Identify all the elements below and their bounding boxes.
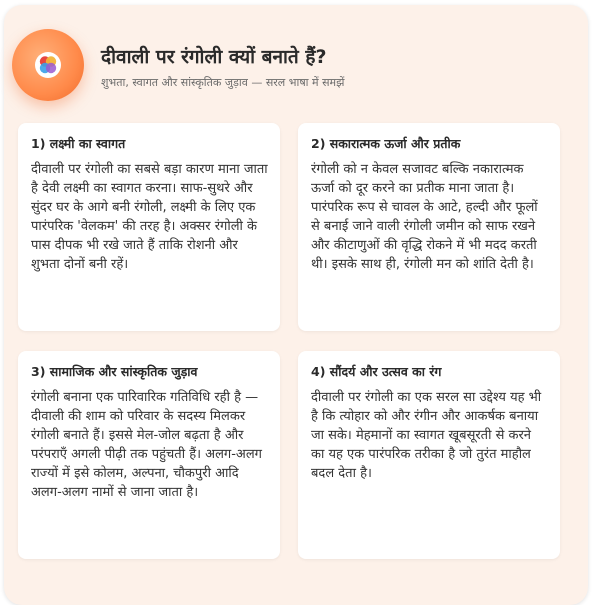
section-heading: 1) लक्ष्मी का स्वागत [31,136,126,151]
section-heading: 4) सौंदर्य और उत्सव का रंग [311,364,442,379]
section-body: रंगोली बनाना एक पारिवारिक गतिविधि रही है — दीवाली की शाम को परिवार के सदस्य मिलकर रंगोली बनाते हैं। इससे मेल-जोल बढ़ता है और परंपराएँ अगली पीढ़ी तक पहुंचती हैं। अलग-अलग राज्यों में इसे कोलम, अल्पना, चौकपुरी आदि अलग-अलग नामों से जाना जाता है। [31,390,262,500]
info-card [4,5,588,605]
section-body: दीवाली पर रंगोली का सबसे बड़ा कारण माना जाता है देवी लक्ष्मी का स्वागत करना। साफ-सुथरे और सुंदर घर के आगे बनी रंगोली, लक्ष्मी के लिए एक पारंपरिक 'वेलकम' की तरह है। अक्सर रंगोली के पास दीपक भी रखे जाते हैं ताकि रोशनी और शुभता दोनों बनी रहें। [31,162,268,272]
section-card-social-cultural [18,351,280,559]
section-card-beauty-festival [298,351,560,559]
section-body: दीवाली पर रंगोली का एक सरल सा उद्देश्य यह भी है कि त्योहार को और रंगीन और आकर्षक बनाया जा सके। मेहमानों का स्वागत खूबसूरती से करने का यह एक पारंपरिक तरीका है जो तुरंत माहौल बदल देता है। [311,390,542,481]
palette-circles-icon [12,29,84,101]
section-heading: 2) सकारात्मक ऊर्जा और प्रतीक [311,136,461,151]
page-title: दीवाली पर रंगोली क्यों बनाते हैं? [101,46,327,68]
page-subtitle: शुभता, स्वागत और सांस्कृतिक जुड़ाव — सरल भाषा में समझें [101,76,345,89]
section-card-positive-energy [298,123,560,331]
section-body: रंगोली को न केवल सजावट बल्कि नकारात्मक ऊर्जा को दूर करने का प्रतीक माना जाता है। पारंपरिक रूप से चावल के आटे, हल्दी और फूलों से बनाई जाने वाली रंगोली जमीन को साफ रखने और कीटाणुओं की वृद्धि रोकने में भी मदद करती थी। इसके साथ ही, रंगोली मन को शांति देती है। [311,162,538,272]
section-card-lakshmi-welcome [18,123,280,331]
section-heading: 3) सामाजिक और सांस्कृतिक जुड़ाव [31,364,198,379]
